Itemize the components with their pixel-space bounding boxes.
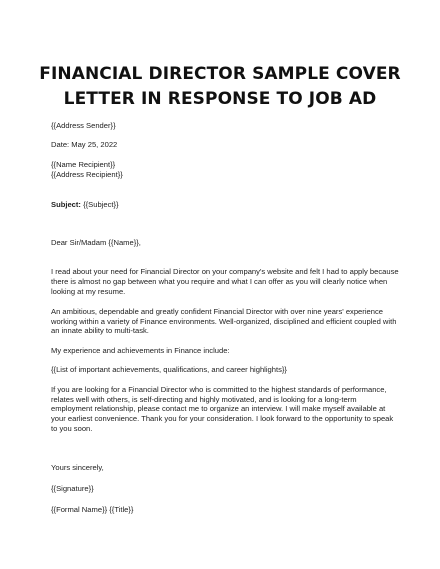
document-title-line-2: LETTER IN RESPONSE TO JOB AD: [63, 89, 377, 109]
paragraph-2-line: working within a variety of Finance environments. Well-organized, disciplined and efficient coupled with: [51, 317, 397, 326]
paragraph-5-line: employment relationship, please contact me to organize an interview. I will make myself available at: [51, 404, 386, 413]
letter-date: Date: May 25, 2022: [51, 140, 118, 149]
subject-value: {{Subject}}: [80, 200, 119, 209]
subject-label: Subject:: [51, 200, 81, 209]
sender-address: {{Address Sender}}: [51, 121, 116, 130]
formal-name-title: {{Formal Name}} {{Title}}: [51, 505, 134, 514]
paragraph-1-line: there is almost no gap between what you require and what I can offer as you will clearly notice when: [51, 277, 388, 286]
closing: Yours sincerely,: [51, 463, 104, 472]
paragraph-2-line: An ambitious, dependable and greatly confident Financial Director with over nine years' experience: [51, 307, 383, 316]
paragraph-3: My experience and achievements in Finance include:: [51, 346, 230, 355]
paragraph-5-line: to you soon.: [51, 424, 93, 433]
subject-line: [51, 200, 119, 210]
paragraph-5-line: your earliest convenience. Thank you for your consideration. I look forward to the opportunity to speak: [51, 414, 394, 423]
paragraph-1-line: I read about your need for Financial Director on your company's website and felt I had to apply because: [51, 267, 399, 276]
recipient-address: {{Address Recipient}}: [51, 170, 123, 179]
paragraph-1-line: looking at my resume.: [51, 287, 126, 296]
document-title-line-1: FINANCIAL DIRECTOR SAMPLE COVER: [39, 64, 401, 84]
paragraph-5-line: If you are looking for a Financial Director who is committed to the highest standards of performance,: [51, 385, 387, 394]
signature: {{Signature}}: [51, 484, 94, 493]
paragraph-5-line: relates well with others, is self-directing and highly motivated, and is looking for a long-term: [51, 395, 357, 404]
salutation: Dear Sir/Madam {{Name}},: [51, 238, 141, 247]
recipient-name: {{Name Recipient}}: [51, 160, 116, 169]
paragraph-4: {{List of important achievements, qualifications, and career highlights}}: [51, 365, 287, 374]
paragraph-2-line: an innate ability to multi-task.: [51, 326, 149, 335]
